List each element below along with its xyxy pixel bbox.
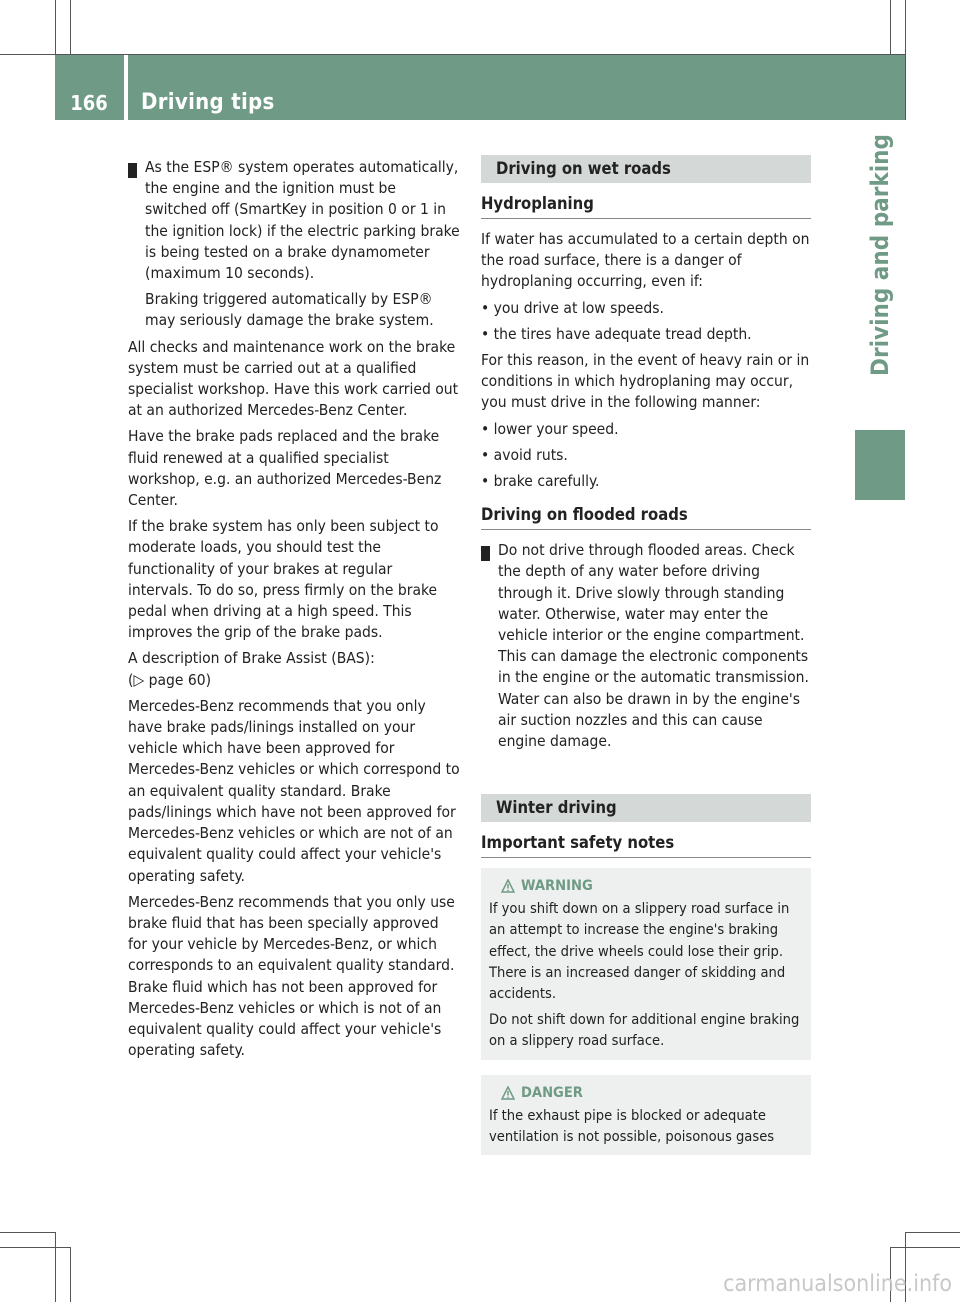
- esp-note: [121, 157, 460, 284]
- warning-triangle-icon: [501, 1086, 515, 1100]
- page-number: 166: [70, 91, 108, 115]
- warning-box: [481, 868, 811, 1059]
- page-reference-link[interactable]: (▷ page 60): [128, 670, 212, 689]
- crop-mark: [70, 1247, 71, 1302]
- list-item: • avoid ruts.: [481, 445, 568, 464]
- crop-mark: [0, 1247, 70, 1248]
- caution-icon: !: [128, 163, 137, 178]
- paragraph: Mercedes-Benz recommends that you only have brake pads/linings installed on your vehicle which have been approved for Mercedes-Benz vehicles or which correspond to an equivalent quality standard. Brake pads/linings which have not been approved for Mercedes-Benz vehicles or which are not of an equivalent quality could affect your vehicle's operating safety.: [128, 696, 460, 885]
- subheading-hydroplaning: Hydroplaning: [481, 193, 811, 219]
- crop-mark: [0, 1232, 55, 1233]
- subheading-flooded-roads: Driving on flooded roads: [481, 504, 811, 530]
- subheading-safety-notes: Important safety notes: [481, 832, 811, 858]
- list-item: • brake carefully.: [481, 472, 600, 491]
- paragraph: All checks and maintenance work on the brake system must be carried out at a qualified specialist workshop. Have this work carried out at an authorized Mercedes-Benz Center.: [128, 337, 459, 420]
- flood-note: ! Do not drive through flooded areas. Check the depth of any water before driving through it. Drive slowly through standing water. Otherwise, water may enter the vehicle interior or the engine compartment. This can damage the electronic components in the engine or the automatic transmission. Water can also be drawn in by the engine's air suction nozzles and this can cause engine damage.: [474, 541, 809, 751]
- esp-note-text: As the ESP® system operates automatically, the engine and the ignition must be switched off (SmartKey in position 0 or 1 in the ignition lock) if the electric parking brake is being tested on a brake dynamometer (maximum 10 seconds).: [145, 158, 460, 283]
- danger-box: [481, 1075, 811, 1155]
- crop-mark: [55, 1232, 56, 1302]
- paragraph: A description of Brake Assist (BAS):: [128, 649, 375, 668]
- danger-text: If the exhaust pipe is blocked or adequate ventilation is not possible, poisonous gases: [489, 1106, 775, 1145]
- section-heading-winter: Winter driving: [481, 794, 811, 822]
- warning-text: Do not shift down for additional engine braking on a slippery road surface.: [489, 1011, 800, 1050]
- list-item: • lower your speed.: [481, 419, 619, 438]
- warning-text: If you shift down on a slippery road surface in an attempt to increase the engine's braking effect, the drive wheels could lose their grip. There is an increased danger of skidding and accidents.: [489, 900, 790, 1003]
- list-item: • you drive at low speeds.: [481, 298, 664, 317]
- warning-triangle-icon: [501, 879, 515, 893]
- section-title: Driving tips: [141, 90, 275, 115]
- crop-mark: [890, 1247, 960, 1248]
- esp-note-2: Braking triggered automatically by ESP® may seriously damage the brake system.: [145, 290, 434, 330]
- header-separator: [124, 55, 128, 120]
- right-column: [474, 155, 811, 1170]
- crop-mark: [70, 0, 71, 55]
- side-chapter-label: Driving and parking: [866, 134, 894, 376]
- left-column: [121, 157, 460, 1066]
- section-heading-wet-roads: Driving on wet roads: [481, 155, 811, 183]
- side-tab-marker: [855, 430, 905, 500]
- caution-icon: !: [481, 546, 490, 561]
- warning-title: WARNING: [501, 876, 803, 896]
- watermark: carmanualsonline.info: [723, 1271, 952, 1297]
- paragraph: Have the brake pads replaced and the brake fluid renewed at a qualified specialist workshop, e.g. an authorized Mercedes-Benz Center.: [128, 427, 442, 510]
- list-item: • the tires have adequate tread depth.: [481, 324, 752, 343]
- paragraph: Mercedes-Benz recommends that you only use brake fluid that has been specially approved for your vehicle by Mercedes-Benz, or which corresponds to an equivalent quality standard. Brake fluid which has not been approved for Mercedes-Benz vehicles or which is not of an equivalent quality could affect your vehicle's operating safety.: [128, 892, 455, 1060]
- danger-title: DANGER: [501, 1083, 803, 1103]
- crop-mark: [890, 0, 891, 55]
- paragraph: If water has accumulated to a certain depth on the road surface, there is a danger of hydroplaning occurring, even if:: [481, 230, 810, 291]
- crop-mark: [905, 1232, 960, 1233]
- paragraph: If the brake system has only been subject to moderate loads, you should test the functionality of your brakes at regular intervals. To do so, press firmly on the brake pedal when driving at a high speed. This improves the grip of the brake pads.: [128, 517, 439, 642]
- crop-mark: [905, 0, 906, 120]
- paragraph: For this reason, in the event of heavy rain or in conditions in which hydroplaning may occur, you must drive in the following manner:: [481, 351, 810, 412]
